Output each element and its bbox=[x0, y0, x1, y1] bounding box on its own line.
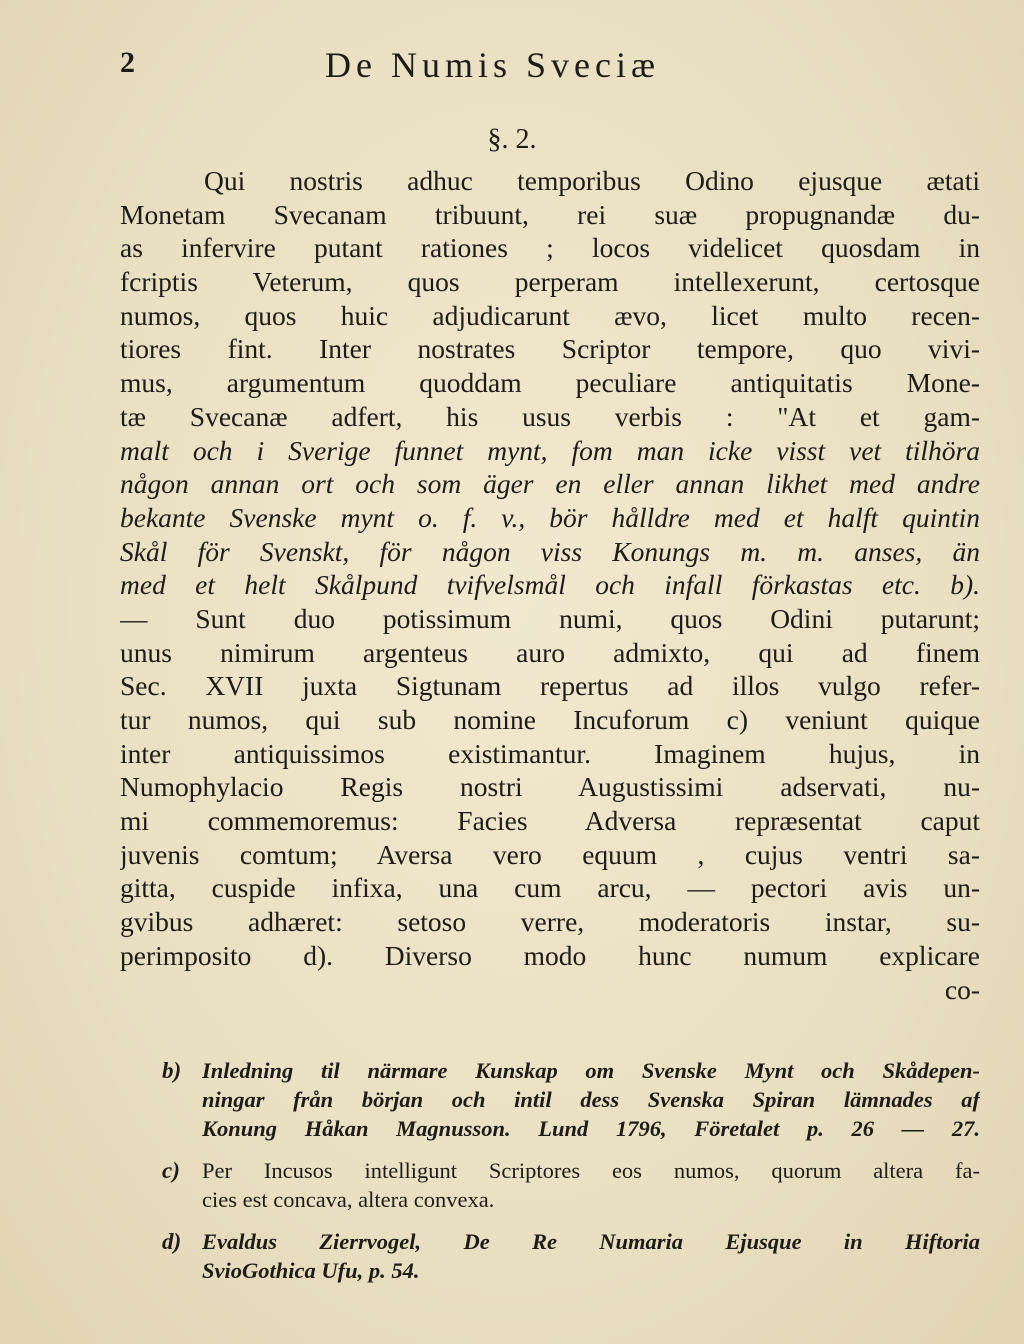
quoted-line: någon annan ort och som äger en eller annan likhet med andre bbox=[120, 468, 980, 500]
text-line: Monetam Svecanam tribuunt, rei suæ propugnandæ du- bbox=[120, 198, 980, 230]
footnote-line: cies est concava, altera convexa. bbox=[202, 1187, 495, 1212]
quoted-line: med et helt Skålpund tvifvelsmål och infall förkastas etc. b). bbox=[120, 569, 980, 601]
section-heading: §. 2. bbox=[487, 124, 537, 155]
text-line: tur numos, qui sub nomine Incuforum c) veniunt quique bbox=[120, 704, 980, 735]
text-line: inter antiquissimos existimantur. Imaginem hujus, in bbox=[120, 737, 980, 769]
text-line: mi commemoremus: Facies Adversa repræsentat caput bbox=[120, 805, 980, 837]
page-header bbox=[120, 44, 980, 88]
text-line: Sec. XVII juxta Sigtunam repertus ad illos vulgo refer- bbox=[120, 670, 980, 702]
footnote-c bbox=[120, 1156, 980, 1214]
text-line: as infervire putant rationes ; locos videlicet quosdam in bbox=[120, 232, 980, 264]
text-line: gitta, cuspide infixa, una cum arcu, — pectori avis un- bbox=[120, 872, 980, 904]
text-line: fcriptis Veterum, quos perperam intellexerunt, certosque bbox=[120, 266, 980, 298]
text-line: tæ Svecanæ adfert, his usus verbis : "At et gam- bbox=[120, 400, 980, 432]
quoted-line: Skål för Svenskt, för någon viss Konungs m. m. anses, än bbox=[120, 535, 980, 567]
footnote-marker: d) bbox=[162, 1229, 182, 1254]
quoted-line: bekante Svenske mynt o. f. v., bör hålldre med et halft quintin bbox=[120, 501, 980, 533]
catchword: co- bbox=[944, 973, 980, 1005]
text-line: mus, argumentum quoddam peculiare antiquitatis Mone- bbox=[120, 367, 980, 399]
footnote-line: Inledning til närmare Kunskap om Svenske Mynt och Skådepen- bbox=[202, 1058, 980, 1083]
text-line: unus nimirum argenteus auro admixto, qui ad finem bbox=[120, 636, 980, 668]
footnote-line: Per Incusos intelligunt Scriptores eos numos, quorum altera fa- bbox=[202, 1158, 980, 1183]
footnote-line: Evaldus Zierrvogel, De Re Numaria Ejusque in Hiftoria bbox=[202, 1229, 980, 1254]
text-line: juvenis comtum; Aversa vero equum , cujus ventri sa- bbox=[120, 838, 980, 870]
text-line: numos, quos huic adjudicarunt ævo, licet multo recen- bbox=[120, 299, 980, 331]
text-line: Numophylacio Regis nostri Augustissimi adservati, nu- bbox=[120, 771, 980, 803]
footnote-marker: b) bbox=[162, 1058, 182, 1083]
text-line: — Sunt duo potissimum numi, quos Odini putarunt; bbox=[120, 602, 980, 634]
text-line: perimposito d). Diverso modo hunc numum explicare bbox=[120, 939, 980, 971]
quoted-line: malt och i Sverige funnet mynt, fom man icke visst vet tilhöra bbox=[120, 434, 980, 466]
footnote-line: Konung Håkan Magnusson. Lund 1796, Företalet p. 26 — 27. bbox=[202, 1116, 980, 1141]
running-title: De Numis Sveciæ bbox=[325, 45, 660, 85]
text-line: gvibus adhæret: setoso verre, moderatoris instar, su- bbox=[120, 906, 980, 938]
text-line: Qui nostris adhuc temporibus Odino ejusque ætati bbox=[204, 165, 980, 196]
footnote-line: ningar från början och intil dess Svenska Spiran lämnades af bbox=[202, 1087, 980, 1112]
footnote-marker: c) bbox=[162, 1158, 180, 1183]
footnote-line: SvioGothica Ufu, p. 54. bbox=[202, 1258, 420, 1283]
body-text bbox=[120, 164, 980, 1006]
footnote-d bbox=[120, 1227, 980, 1285]
text-line: tiores fint. Inter nostrates Scriptor tempore, quo vivi- bbox=[120, 333, 980, 365]
footnotes bbox=[120, 1056, 980, 1298]
footnote-b bbox=[120, 1056, 980, 1143]
page-number: 2 bbox=[120, 46, 135, 79]
